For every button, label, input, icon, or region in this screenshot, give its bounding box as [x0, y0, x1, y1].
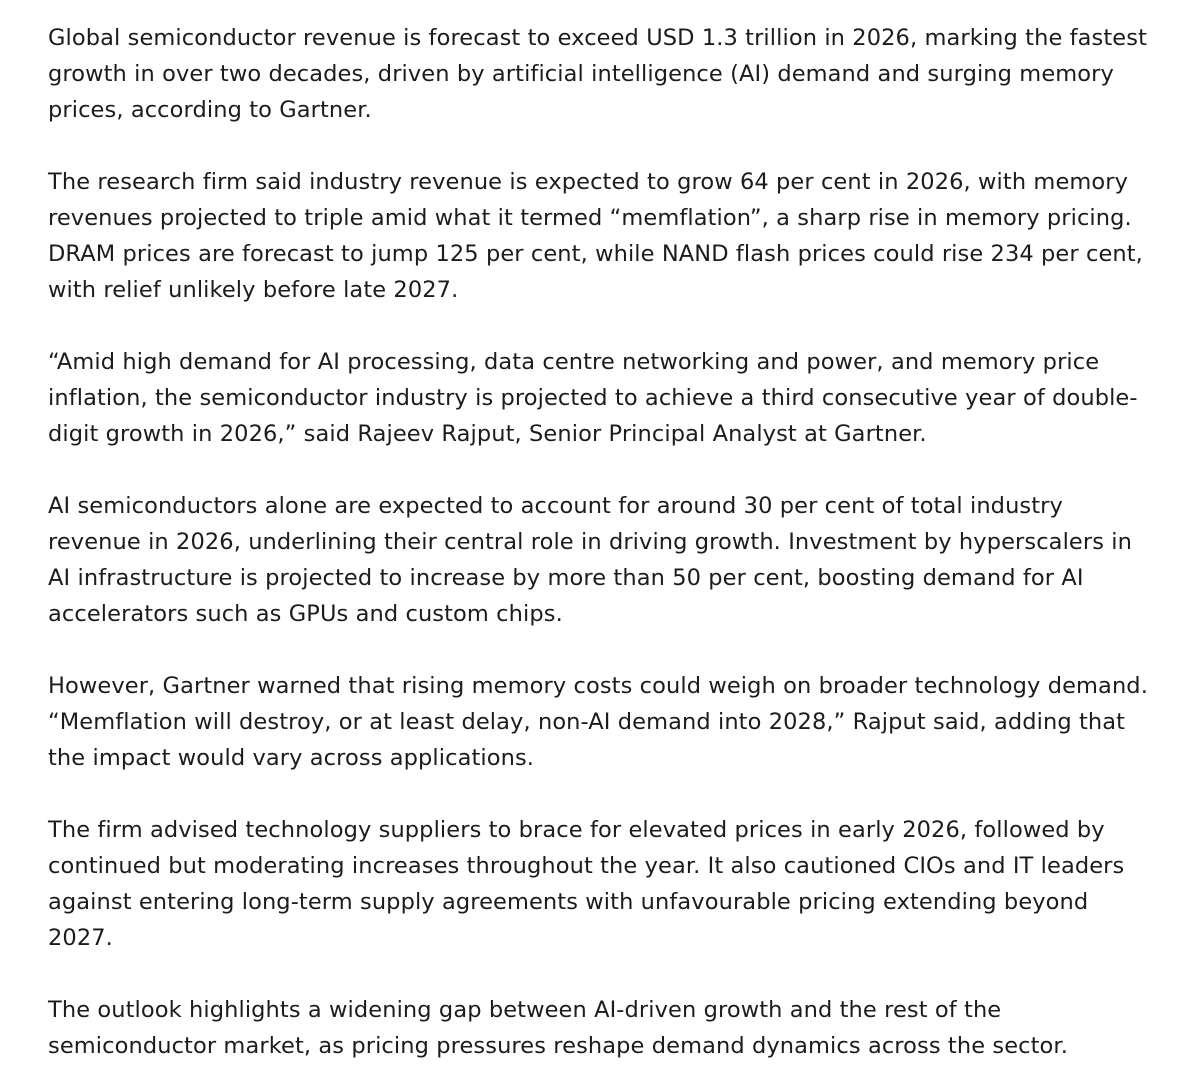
article-paragraph-3: “Amid high demand for AI processing, data centre networking and power, and memory price inflation, the semiconductor industry is projected to achieve a third consecutive year of double-digit growth in 2026,” said Rajeev Rajput, Senior Principal Analyst at Gartner. — [48, 349, 1138, 447]
article-paragraph-4: AI semiconductors alone are expected to account for around 30 per cent of total industry revenue in 2026, underlining their central role in driving growth. Investment by hyperscalers in AI infrastructure is projected to increase by more than 50 per cent, boosting demand for AI accelerators such as GPUs and custom chips. — [48, 493, 1132, 627]
article-paragraph-2: The research firm said industry revenue is expected to grow 64 per cent in 2026, with memory revenues projected to triple amid what it termed “memflation”, a sharp rise in memory pricing. DRAM prices are forecast to jump 125 per cent, while NAND flash prices could rise 234 per cent, with relief unlikely before late 2027. — [48, 169, 1143, 303]
article-paragraph-6: The firm advised technology suppliers to brace for elevated prices in early 2026, followed by continued but moderating increases throughout the year. It also cautioned CIOs and IT leaders against entering long-term supply agreements with unfavourable pricing extending beyond 2027. — [48, 817, 1125, 951]
article-paragraph-5: However, Gartner warned that rising memory costs could weigh on broader technology demand. “Memflation will destroy, or at least delay, non-AI demand into 2028,” Rajput said, adding that the impact would vary across applications. — [48, 673, 1148, 771]
article-paragraph-1: Global semiconductor revenue is forecast to exceed USD 1.3 trillion in 2026, marking the fastest growth in over two decades, driven by artificial intelligence (AI) demand and surging memory prices, according to Gartner. — [48, 25, 1147, 123]
article-body — [48, 20, 1158, 1064]
article-paragraph-7: The outlook highlights a widening gap between AI-driven growth and the rest of the semiconductor market, as pricing pressures reshape demand dynamics across the sector. — [48, 997, 1068, 1059]
